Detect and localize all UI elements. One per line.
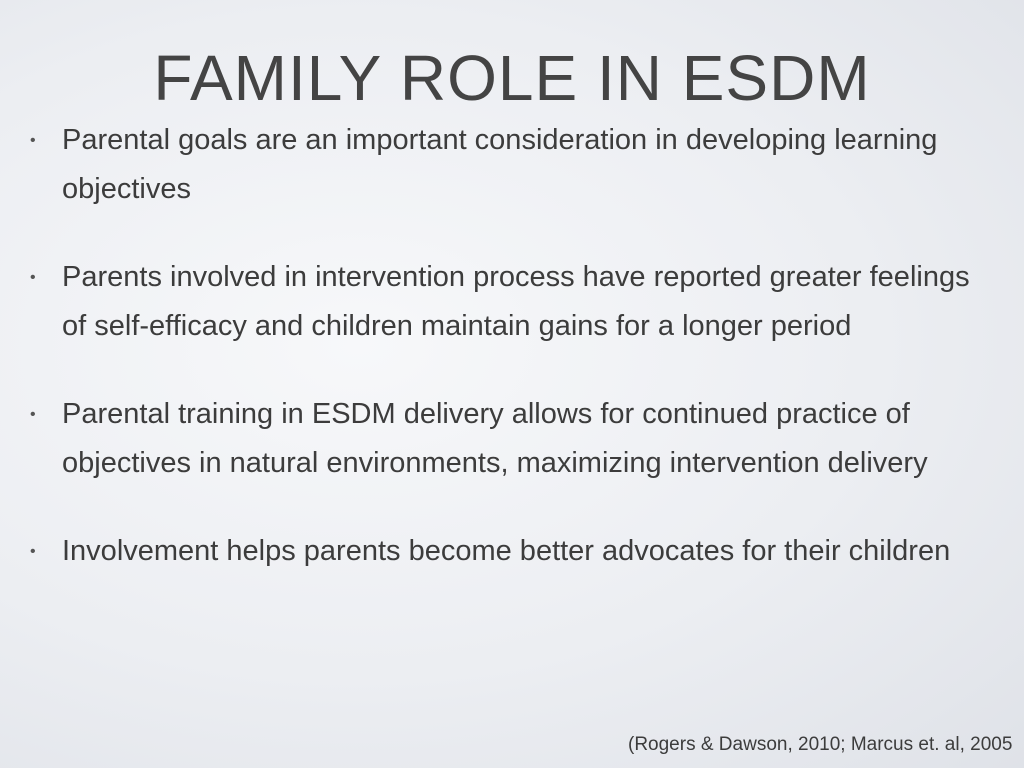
bullet-text: Parents involved in intervention process have reported greater feelings of self-efficacy and children maintain gains for a longer period	[62, 261, 970, 342]
bullet-icon: •	[30, 543, 36, 560]
bullet-text: Parental training in ESDM delivery allows for continued practice of objectives in natural environments, maximizing intervention delivery	[62, 398, 928, 479]
citation: (Rogers & Dawson, 2010; Marcus et. al, 2005	[628, 734, 1013, 755]
bullet-item-goals	[30, 116, 980, 214]
bullet-item-training	[30, 390, 980, 488]
bullet-icon: •	[30, 406, 36, 423]
slide-title: FAMILY ROLE IN ESDM	[153, 42, 871, 114]
bullet-item-advocates	[30, 527, 980, 576]
bullet-text: Parental goals are an important consideration in developing learning objectives	[62, 124, 938, 205]
bullet-list	[30, 116, 980, 615]
bullet-icon: •	[30, 269, 36, 286]
bullet-icon: •	[30, 132, 36, 149]
bullet-item-self-efficacy	[30, 253, 980, 351]
bullet-text: Involvement helps parents become better advocates for their children	[62, 535, 951, 567]
